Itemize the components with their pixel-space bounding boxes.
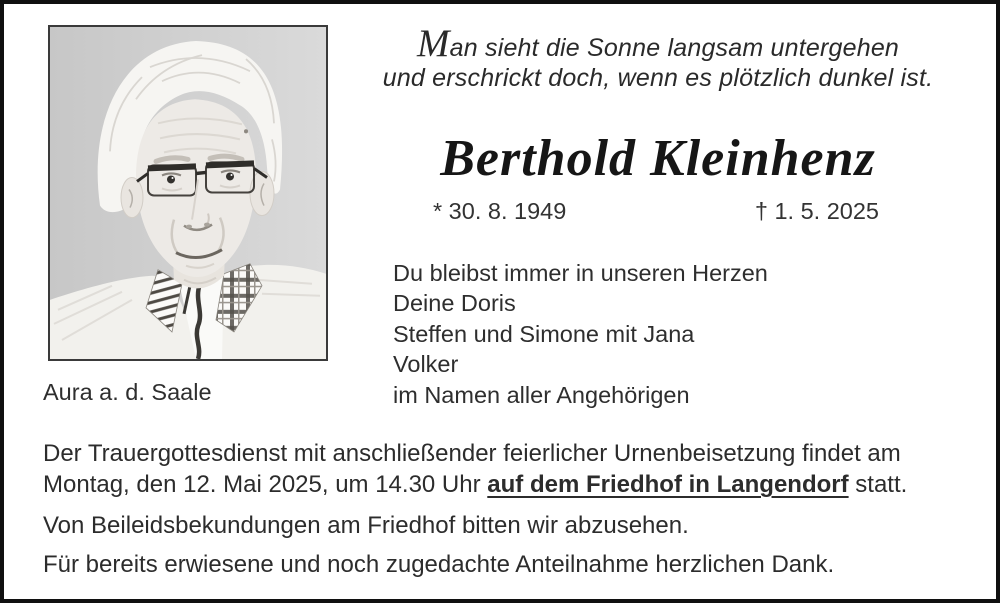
- quote-drop-cap: M: [416, 22, 450, 65]
- family-line: Du bleibst immer in unseren Herzen: [393, 260, 768, 286]
- condolence-note: Von Beileidsbekundungen am Friedhof bitten wir abzusehen.: [43, 512, 689, 539]
- portrait-photo: [48, 25, 328, 361]
- quote-line-1-text: an sieht die Sonne langsam untergehen: [449, 34, 900, 62]
- family-line: im Namen aller Angehörigen: [393, 381, 690, 408]
- funeral-info-line-2: [43, 471, 907, 499]
- thanks-note: Für bereits erwiesene und noch zugedachte Anteilnahme herzlichen Dank.: [43, 551, 835, 578]
- funeral-info-suffix: statt.: [848, 471, 908, 498]
- family-line: Deine Doris: [393, 290, 516, 317]
- birth-date: * 30. 8. 1949: [433, 198, 567, 224]
- life-dates: [433, 198, 879, 225]
- family-block: [393, 258, 768, 410]
- funeral-place-emphasis: auf dem Friedhof in Langendorf: [487, 471, 849, 498]
- family-line: Volker: [393, 351, 459, 378]
- portrait-illustration: [50, 27, 326, 359]
- death-date: † 1. 5. 2025: [754, 198, 879, 224]
- deceased-name: Berthold Kleinhenz: [440, 130, 876, 187]
- location-text: Aura a. d. Saale: [43, 379, 212, 405]
- funeral-info-line-1: Der Trauergottesdienst mit anschließender feierlicher Urnenbeisetzung findet am: [43, 440, 901, 467]
- family-line: Steffen und Simone mit Jana: [393, 320, 695, 347]
- memorial-quote: [368, 22, 948, 93]
- funeral-date-time: Montag, den 12. Mai 2025, um 14.30 Uhr: [43, 471, 488, 498]
- quote-line-2: und erschrickt doch, wenn es plötzlich dunkel ist.: [382, 64, 934, 92]
- quote-line-1: [368, 22, 948, 65]
